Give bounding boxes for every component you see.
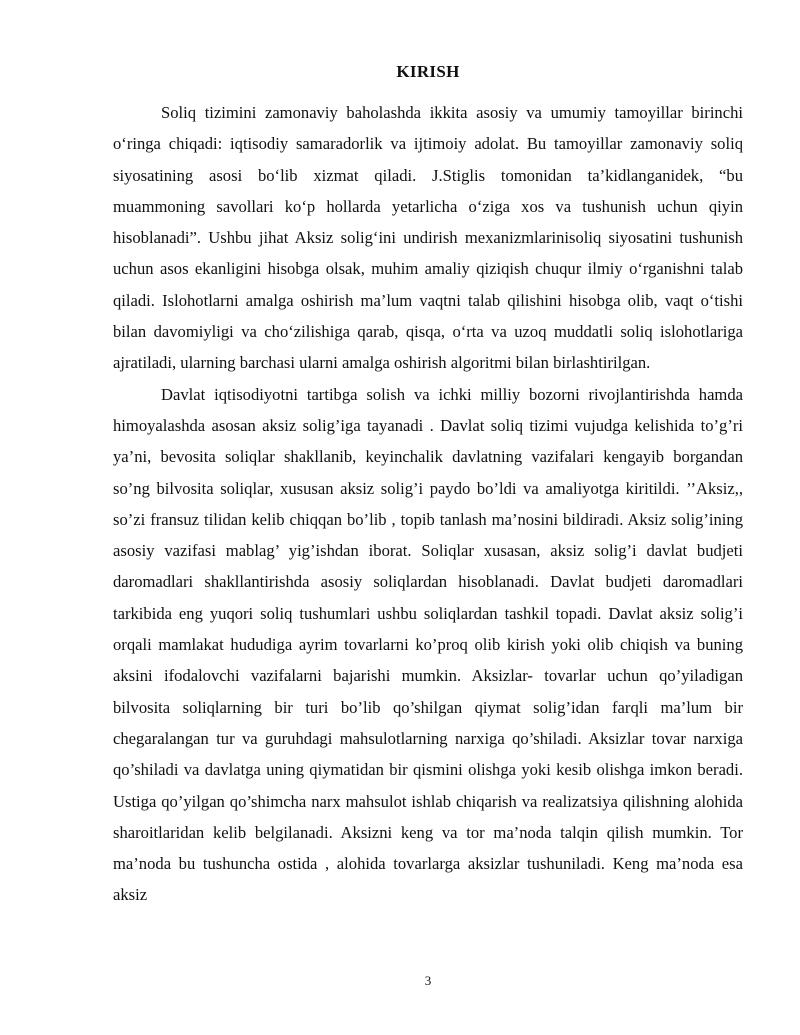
paragraph-2: Davlat iqtisodiyotni tartibga solish va ichki milliy bozorni rivojlantirishda hamda himoyalashda asosan aksiz solig’iga tayanadi . Davlat soliq tizimi vujudga kelishida to’g’ri ya’ni, bevosita soliqlar shakllanib, keyinchalik davlatning vazifalari kengayib borgandan so’ng bilvosita soliqlar, xususan aksiz solig’i paydo bo’ldi va amaliyotga kiritildi. ’’Aksiz,, so’zi fransuz tilidan kelib chiqqan bo’lib , topib tanlash ma’nosini bildiradi. Aksiz solig’ining asosiy vazifasi mablag’ yig’ishdan iborat. Soliqlar xusasan, aksiz solig’i davlat budjeti daromadlari shakllantirishda asosiy soliqlardan hisoblanadi. Davlat budjeti daromadlari tarkibida eng yuqori soliq tushumlari ushbu soliqlardan tashkil topadi. Davlat aksiz solig’i orqali mamlakat hududiga ayrim tovarlarni ko’proq olib kirish yoki olib chiqish va buning aksini ifodalovchi vazifalarni bajarishi mumkin. Aksizlar- tovarlar uchun qo’yiladigan bilvosita soliqlarning bir turi bo’lib qo’shilgan qiymat solig’idan farqli ma’lum bir chegaralangan tur va guruhdagi mahsulotlarning narxiga qo’shiladi. Aksizlar tovar narxiga qo’shiladi va davlatga uning qiymatidan bir qismini olishga yoki kesib olishga imkon beradi. Ustiga qo’yilgan qo’shimcha narx mahsulot ishlab chiqarish va realizatsiya qilishning alohida sharoitlaridan kelib belgilanadi. Aksizni keng va tor ma’noda talqin qilish mumkin. Tor ma’noda bu tushuncha ostida , alohida tovarlarga aksizlar tushuniladi. Keng ma’noda esa aksiz: [113, 384, 743, 905]
page-number: 3: [424, 973, 432, 988]
paragraph-1: Soliq tizimini zamonaviy baholashda ikkita asosiy va umumiy tamoyillar birinchi o‘ringa chiqadi: iqtisodiy samaradorlik va ijtimoiy adolat. Bu tamoyillar zamonaviy soliq siyosatining asosi bo‘lib xizmat qiladi. J.Stiglis tomonidan ta’kidlanganidek, “bu muammoning savollari ko‘p hollarda yetarlicha o‘ziga xos va tushunish uchun qiyin hisoblanadi”. Ushbu jihat Aksiz solig‘ini undirish mexanizmlarinisoliq siyosatini tushunish uchun asos ekanligini hisobga olsak, muhim amaliy qiziqish chuqur ilmiy o‘rganishni talab qiladi. Islohotlarni amalga oshirish ma’lum vaqtni talab qilishini hisobga olib, vaqt o‘tishi bilan davomiyligi va cho‘zilishiga qarab, qisqa, o‘rta va uzoq muddatli soliq islohotlariga ajratiladi, ularning barchasi ularni amalga oshirish algoritmi bilan birlashtirilgan.: [113, 103, 743, 373]
document-page: [113, 62, 743, 911]
document-title: KIRISH: [396, 62, 460, 81]
